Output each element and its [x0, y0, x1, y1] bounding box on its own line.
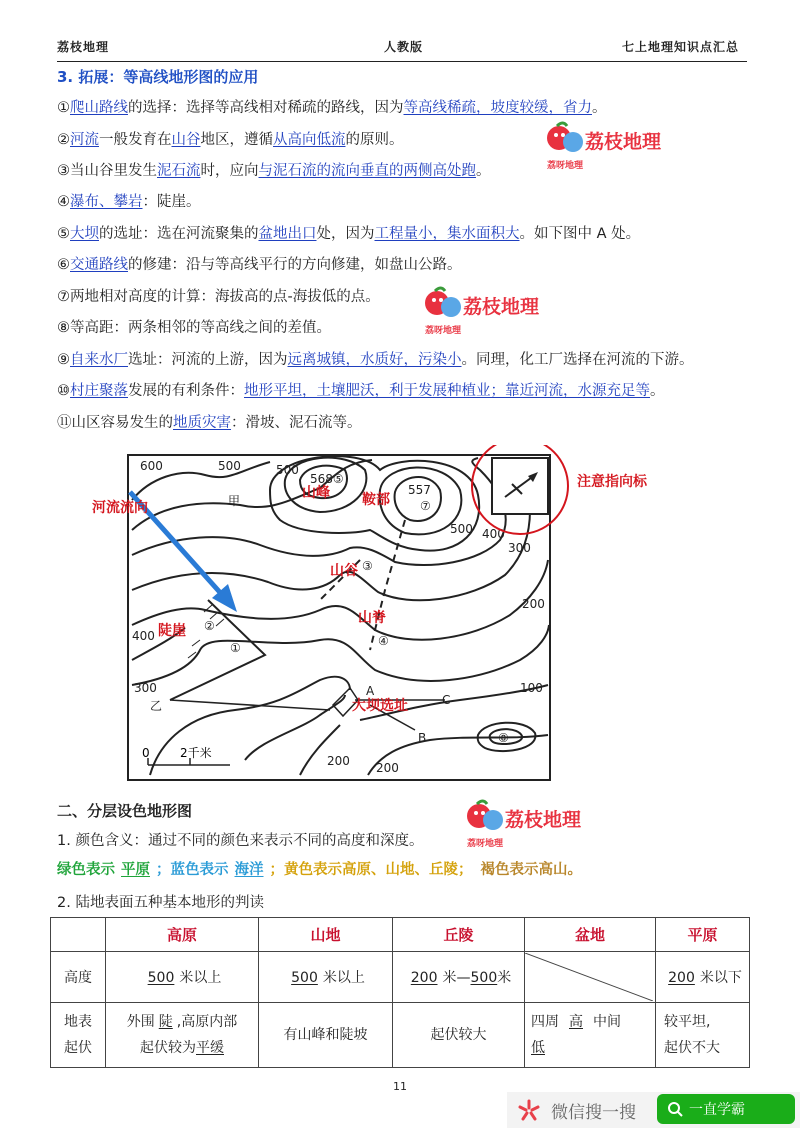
logo-lizhi-1 — [545, 120, 685, 176]
table-header-cell: 盆地 — [525, 918, 656, 952]
item-text: 发展的有利条件： — [128, 383, 244, 399]
contour-label: 400 — [482, 527, 505, 541]
contour-label: 400 — [132, 629, 155, 643]
key-phrase: 盆地出口 — [258, 226, 317, 242]
item-number: ⑤ — [57, 226, 70, 242]
header-right: 七上地理知识点汇总 — [622, 40, 740, 54]
section3-item — [57, 128, 404, 149]
item-text: ：陡崖。 — [142, 194, 201, 210]
item-text: 处，因为 — [316, 226, 375, 242]
key-phrase: 地质灾害 — [173, 415, 231, 431]
logo-lizhi-3 — [465, 798, 605, 854]
point-label: ③ — [362, 559, 373, 573]
wechat-search-banner[interactable] — [507, 1092, 800, 1128]
point-label: ① — [230, 641, 241, 655]
contour-label: 500 — [218, 459, 241, 473]
item-text: 时，应向 — [200, 163, 259, 179]
search-button[interactable] — [657, 1094, 795, 1124]
table-header-cell: 丘陵 — [393, 918, 525, 952]
row-label: 地表 起伏 — [51, 1003, 106, 1068]
section3-item — [57, 316, 331, 337]
cell-pingyuan-relief: 较平坦, 起伏不大 — [656, 1003, 750, 1068]
scale-label: 2千米 — [180, 746, 212, 760]
point-label: B — [418, 731, 427, 745]
point-label: 乙 — [150, 699, 163, 713]
wechat-search-text: 微信搜一搜 — [551, 1103, 636, 1123]
logo-subtext: 荔呀地理 — [547, 161, 584, 171]
table-row-height — [51, 952, 750, 1003]
point-label: ② — [204, 619, 215, 633]
key-phrase: 等高线稀疏，坡度较缓，省力 — [403, 100, 592, 116]
lychee-icon — [545, 120, 685, 172]
contour-map — [0, 445, 800, 790]
key-phrase: 村庄聚落 — [70, 383, 128, 399]
table-header-cell — [51, 918, 106, 952]
header-rule — [57, 61, 747, 62]
item-text: 地区，遵循 — [200, 132, 273, 148]
row-label: 高度 — [51, 952, 106, 1003]
section3-item — [57, 96, 607, 117]
item-text: 。 — [650, 383, 665, 399]
logo-lizhi-2 — [423, 285, 563, 341]
item-text: ：滑坡、泥石流等。 — [231, 415, 362, 431]
cell-qiuling-height: 200 米—500米 — [393, 952, 525, 1003]
item-number: ② — [57, 132, 70, 148]
annotation-valley: 山谷 — [330, 563, 358, 579]
key-phrase: 工程量小，集水面积大 — [374, 226, 520, 242]
annotation-ridge: 山脊 — [358, 610, 386, 626]
cell-pendi-relief: 四周 高 中间 低 — [525, 1003, 656, 1068]
key-phrase: 河流 — [70, 132, 99, 148]
key-phrase: 交通路线 — [70, 257, 128, 273]
cell-pingyuan-height: 200 米以下 — [656, 952, 750, 1003]
color-green-text: 绿色表示 — [57, 862, 115, 878]
table-header-cell: 山地 — [259, 918, 393, 952]
section3-item — [57, 348, 694, 369]
color-yellow-text: ；黄色表示高原、山地、丘陵； — [269, 862, 473, 878]
section3-item — [57, 253, 462, 274]
item-number: ⑥ — [57, 257, 70, 273]
section2-p1: 1. 颜色含义：通过不同的颜色来表示不同的高度和深度。 — [57, 833, 424, 849]
annotation-saddle: 鞍部 — [362, 492, 390, 508]
color-blue-text: ；蓝色表示 — [156, 862, 229, 878]
item-number: ⑩ — [57, 383, 70, 399]
logo-text: 荔枝地理 — [463, 296, 540, 318]
item-number: ③ — [57, 163, 70, 179]
key-phrase: 远离城镇，水质好，污染小 — [287, 352, 462, 368]
contour-label: 557 — [408, 483, 431, 497]
item-number: ④ — [57, 194, 70, 210]
section3-item — [57, 379, 665, 400]
cell-qiuling-relief: 起伏较大 — [393, 1003, 525, 1068]
table-header-row — [51, 918, 750, 952]
point-label: ⑧ — [498, 731, 509, 745]
item-text: 。同理，化工厂选择在河流的下游。 — [461, 352, 694, 368]
header-left: 荔枝地理 — [57, 40, 110, 54]
point-label: 甲 — [228, 494, 241, 508]
lychee-icon — [465, 798, 605, 850]
annotation-river: 河流流向 — [92, 500, 148, 516]
section3-item — [57, 159, 491, 180]
contour-label: 500 — [276, 463, 299, 477]
point-label: ④ — [378, 634, 389, 648]
section3-item — [57, 411, 362, 432]
contour-label: ⑦ — [420, 499, 431, 513]
search-button-label: 一直学霸 — [689, 1102, 745, 1118]
annotation-north: 注意指向标 — [577, 474, 647, 490]
item-text: 的修建：沿与等高线平行的方向修建，如盘山公路。 — [128, 257, 462, 273]
diagonal-slash — [525, 953, 653, 1001]
wechat-search-icon — [517, 1099, 541, 1123]
item-number: ⑦ — [57, 289, 70, 305]
section2-title: 二、分层设色地形图 — [57, 802, 193, 820]
item-text: 一般发育在 — [99, 132, 172, 148]
search-icon — [667, 1101, 683, 1117]
point-label: A — [366, 684, 375, 698]
item-text: 两地相对高度的计算：海拔高的点-海拔低的点。 — [70, 289, 380, 305]
item-text: 当山谷里发生 — [70, 163, 157, 179]
item-text: 山区容易发生的 — [71, 415, 173, 431]
item-text: 等高距：两条相邻的等高线之间的差值。 — [70, 320, 331, 336]
item-number: ⑨ — [57, 352, 70, 368]
contour-label: 200 — [327, 754, 350, 768]
table-header-cell: 平原 — [656, 918, 750, 952]
color-green-fill: 平原 — [121, 862, 150, 878]
cell-gaoyuan-relief: 外围 陡 ,高原内部 起伏较为平缓 — [106, 1003, 259, 1068]
annotation-cliff: 陡崖 — [158, 623, 186, 639]
cell-shandi-height: 500 米以上 — [259, 952, 393, 1003]
item-text: 。 — [592, 100, 607, 116]
section3-item — [57, 190, 201, 211]
key-phrase: 地形平坦，土壤肥沃，利于发展种植业；靠近河流，水源充足等 — [244, 383, 650, 399]
logo-subtext: 荔呀地理 — [425, 326, 462, 336]
section3-item — [57, 222, 640, 243]
color-legend-line — [57, 858, 582, 879]
header-center: 人教版 — [384, 40, 424, 54]
color-brown-text: 褐色表示高山。 — [480, 862, 582, 878]
item-number: ⑪ — [57, 415, 72, 431]
contour-label: 300 — [134, 681, 157, 695]
section3-item — [57, 285, 380, 306]
item-text: 的原则。 — [345, 132, 404, 148]
contour-label: 300 — [508, 541, 531, 555]
contour-label: 568⑤ — [310, 472, 344, 486]
color-blue-fill: 海洋 — [234, 862, 264, 878]
point-label: C — [442, 693, 451, 707]
item-number: ① — [57, 100, 70, 116]
logo-text: 荔枝地理 — [505, 809, 582, 831]
annotation-dam: 大坝选址 — [352, 698, 408, 714]
item-text: 。如下图中 A 处。 — [519, 226, 641, 242]
contour-label: 500 — [450, 522, 473, 536]
annotation-peak: 山峰 — [302, 485, 330, 501]
contour-label: 100 — [520, 681, 543, 695]
key-phrase: 从高向低流 — [273, 132, 346, 148]
item-text: 选址：河流的上游，因为 — [128, 352, 288, 368]
section2-p2: 2. 陆地表面五种基本地形的判读 — [57, 895, 264, 911]
table-header-cell: 高原 — [106, 918, 259, 952]
logo-text: 荔枝地理 — [585, 131, 662, 153]
item-text: 。 — [476, 163, 491, 179]
key-phrase: 自来水厂 — [70, 352, 128, 368]
contour-label: 200 — [522, 597, 545, 611]
lychee-icon — [423, 285, 563, 337]
contour-label: 600 — [140, 459, 163, 473]
scale-zero: 0 — [142, 746, 150, 760]
page-number: 11 — [393, 1080, 407, 1093]
key-phrase: 爬山路线 — [70, 100, 128, 116]
cell-gaoyuan-height: 500 米以上 — [106, 952, 259, 1003]
key-phrase: 山谷 — [171, 132, 201, 148]
section3-title: 3. 拓展：等高线地形图的应用 — [57, 68, 259, 86]
key-phrase: 泥石流 — [157, 163, 201, 179]
key-phrase: 瀑布、攀岩 — [70, 194, 143, 210]
item-text: 的选择：选择等高线相对稀疏的路线，因为 — [128, 100, 404, 116]
key-phrase: 大坝 — [70, 226, 99, 242]
item-text: 的选址：选在河流聚集的 — [99, 226, 259, 242]
key-phrase: 与泥石流的流向垂直的两侧高处跑 — [258, 163, 476, 179]
logo-subtext: 荔呀地理 — [467, 839, 504, 849]
item-number: ⑧ — [57, 320, 70, 336]
cell-pendi-height — [525, 952, 656, 1003]
landform-table — [50, 917, 750, 1068]
cell-shandi-relief: 有山峰和陡坡 — [259, 1003, 393, 1068]
contour-label: 200 — [376, 761, 399, 775]
table-row-relief — [51, 1003, 750, 1068]
